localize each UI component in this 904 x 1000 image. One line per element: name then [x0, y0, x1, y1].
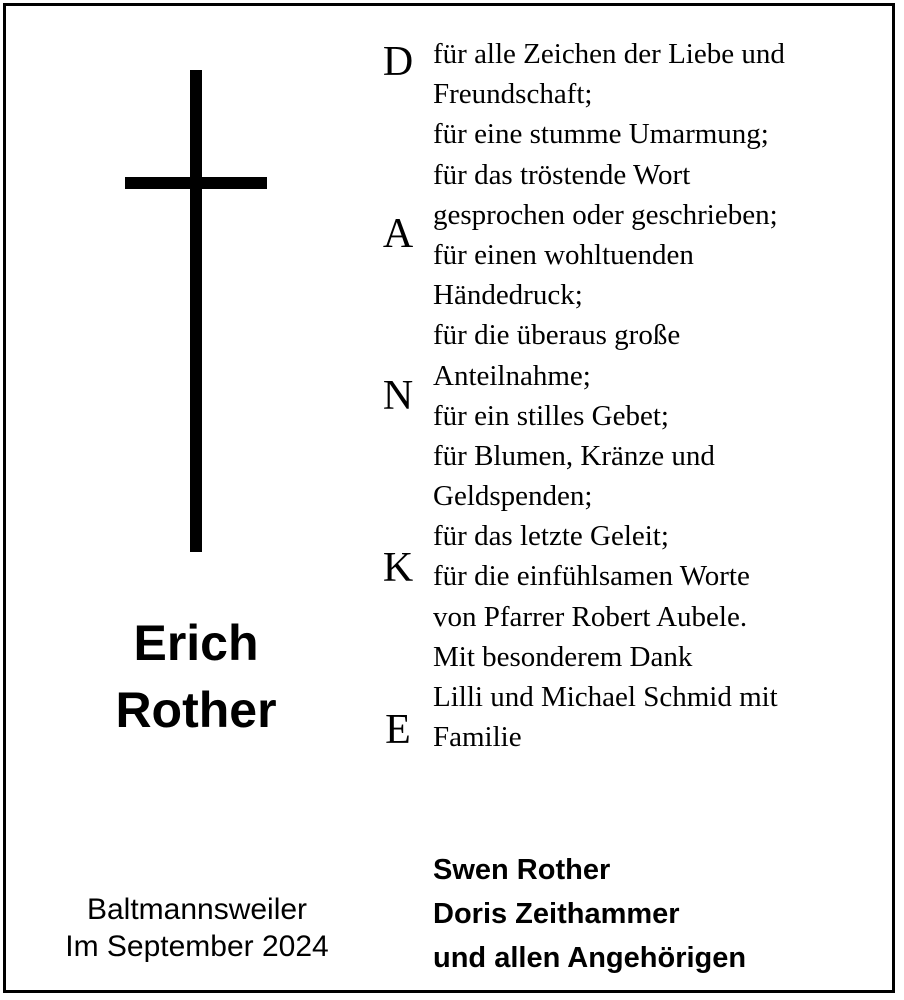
thanks-line: für eine stumme Umarmung; [433, 118, 769, 151]
thanks-line: Händedruck; [433, 279, 583, 312]
thanks-line: für die überaus große [433, 319, 681, 352]
thanks-line: gesprochen oder geschrieben; [433, 198, 778, 231]
thanks-line: für alle Zeichen der Liebe und [433, 38, 785, 70]
thanks-letter-n: N [382, 373, 414, 419]
thanks-line: von Pfarrer Robert Aubele. [433, 600, 748, 633]
thanks-letter-a: A [382, 211, 414, 257]
thanks-letter-d: D [382, 39, 414, 85]
thanks-line: für Blumen, Kränze und [433, 439, 715, 472]
signatory: Doris Zeithammer [433, 898, 680, 930]
signatories [433, 848, 746, 980]
deceased-first-name: Erich [133, 615, 259, 671]
thanks-line: für ein stilles Gebet; [433, 399, 669, 432]
signatory: und allen Angehörigen [433, 942, 747, 974]
thanks-line: Freundschaft; [433, 78, 593, 111]
deceased-last-name: Rother [115, 682, 277, 738]
thanks-line: Familie [433, 721, 522, 754]
thanks-letter-e: E [385, 707, 411, 753]
thanks-line: für einen wohltuenden [433, 238, 694, 271]
thanks-line: für das tröstende Wort [433, 158, 691, 191]
notice-date: Im September 2024 [65, 930, 329, 963]
signatory: Swen Rother [433, 854, 611, 886]
thanks-line: für die einfühlsamen Worte [433, 560, 750, 593]
thanks-line: Anteilnahme; [433, 359, 591, 392]
place-name: Baltmannsweiler [86, 893, 308, 926]
thanks-text [433, 34, 893, 757]
thanks-line: für das letzte Geleit; [433, 520, 669, 553]
thanks-line: Mit besonderem Dank [433, 640, 693, 673]
thanks-letter-k: K [382, 545, 414, 591]
thanks-line: Geldspenden; [433, 480, 593, 513]
thanks-line: Lilli und Michael Schmid mit [433, 681, 778, 713]
